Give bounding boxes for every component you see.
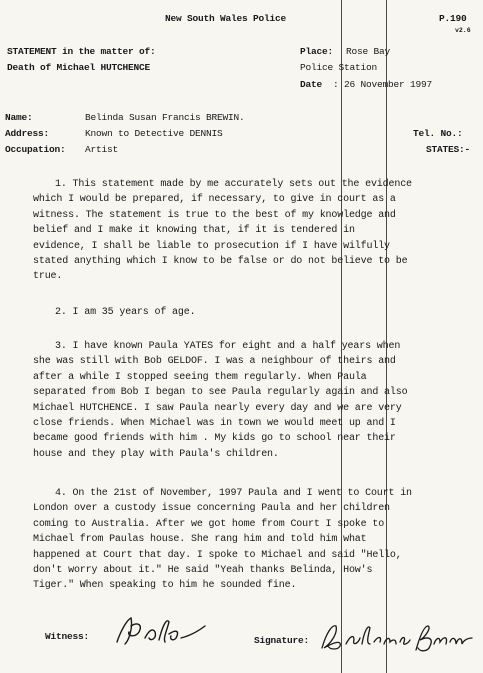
- signature-label: Signature:: [254, 635, 310, 646]
- address-label: Address:: [5, 128, 50, 139]
- paragraph-line: stated anything which I know to be false or do not believe to be: [33, 256, 408, 268]
- paragraph-line: Michael HUTCHENCE. I saw Paula nearly every day and we are very: [33, 402, 402, 414]
- address-value: Known to Detective DENNIS: [85, 128, 223, 139]
- matter-value: Death of Michael HUTCHENCE: [7, 62, 151, 73]
- occupation-value: Artist: [85, 144, 119, 155]
- paragraph-3: [33, 339, 473, 462]
- place-value-2: Police Station: [300, 62, 378, 73]
- paragraph-line: separated from Bob I began to see Paula regularly again and also: [33, 387, 408, 399]
- paragraph-line: don't worry about it." He said "Yeah thanks Belinda, How's: [33, 565, 373, 577]
- form-number: P.190: [439, 13, 467, 24]
- matter-label: STATEMENT in the matter of:: [7, 46, 156, 57]
- paragraph-line: became good friends with him . My kids go to school near their: [33, 433, 396, 445]
- paragraph-line: she was still with Bob GELDOF. I was a neighbour of theirs and: [33, 356, 396, 368]
- form-version: v2.6: [455, 27, 471, 34]
- paragraph-line: Tiger." When speaking to him he sounded fine.: [33, 580, 297, 592]
- place-value-1: Rose Bay: [346, 46, 391, 57]
- place-label: Place:: [300, 46, 334, 57]
- paragraph-line: coming to Australia. After we got home from Court I spoke to: [33, 518, 385, 530]
- witness-label: Witness:: [45, 631, 90, 642]
- paragraph-1: [33, 177, 473, 285]
- paragraph-line: true.: [33, 271, 63, 283]
- paragraph-4: [33, 486, 473, 594]
- signatory-signature: [316, 614, 478, 664]
- paragraph-line: 2. I am 35 years of age.: [55, 307, 196, 318]
- witness-signature: [113, 612, 208, 652]
- paragraph-line: close friends. When Michael was in town we would meet up and I: [33, 418, 396, 430]
- paragraph-line: London over a custody issue concerning Paula and her children: [33, 503, 390, 515]
- paragraph-2: [33, 305, 473, 320]
- states-label: STATES:-: [426, 144, 471, 155]
- tel-label: Tel. No.:: [413, 128, 463, 139]
- date-value: : 26 November 1997: [333, 79, 433, 90]
- paragraph-line: witness. The statement is true to the best of my knowledge and: [33, 209, 396, 221]
- name-label: Name:: [5, 112, 33, 123]
- paragraph-line: which I would be prepared, if necessary, to give in court as a: [33, 194, 396, 206]
- paragraph-line: 4. On the 21st of November, 1997 Paula and I went to Court in: [55, 488, 412, 499]
- paragraph-line: after a while I stopped seeing them regularly. When Paula: [33, 371, 367, 383]
- paragraph-line: happened at Court that day. I spoke to Michael and said "Hello,: [33, 549, 402, 561]
- paragraph-line: belief and I make it knowing that, if it is tendered in: [33, 225, 355, 237]
- occupation-label: Occupation:: [5, 144, 66, 155]
- date-label: Date: [300, 79, 323, 90]
- paragraph-line: 1. This statement made by me accurately sets out the evidence: [55, 179, 412, 190]
- paragraph-line: Michael from Paulas house. She rang him and told him what: [33, 534, 367, 546]
- paragraph-line: house and they play with Paula's children.: [33, 448, 279, 460]
- paragraph-line: evidence, I shall be liable to prosecution if I have wilfully: [33, 240, 390, 252]
- paragraph-line: 3. I have known Paula YATES for eight and a half years when: [55, 341, 401, 352]
- name-value: Belinda Susan Francis BREWIN.: [85, 112, 245, 123]
- agency-title: New South Wales Police: [165, 13, 287, 24]
